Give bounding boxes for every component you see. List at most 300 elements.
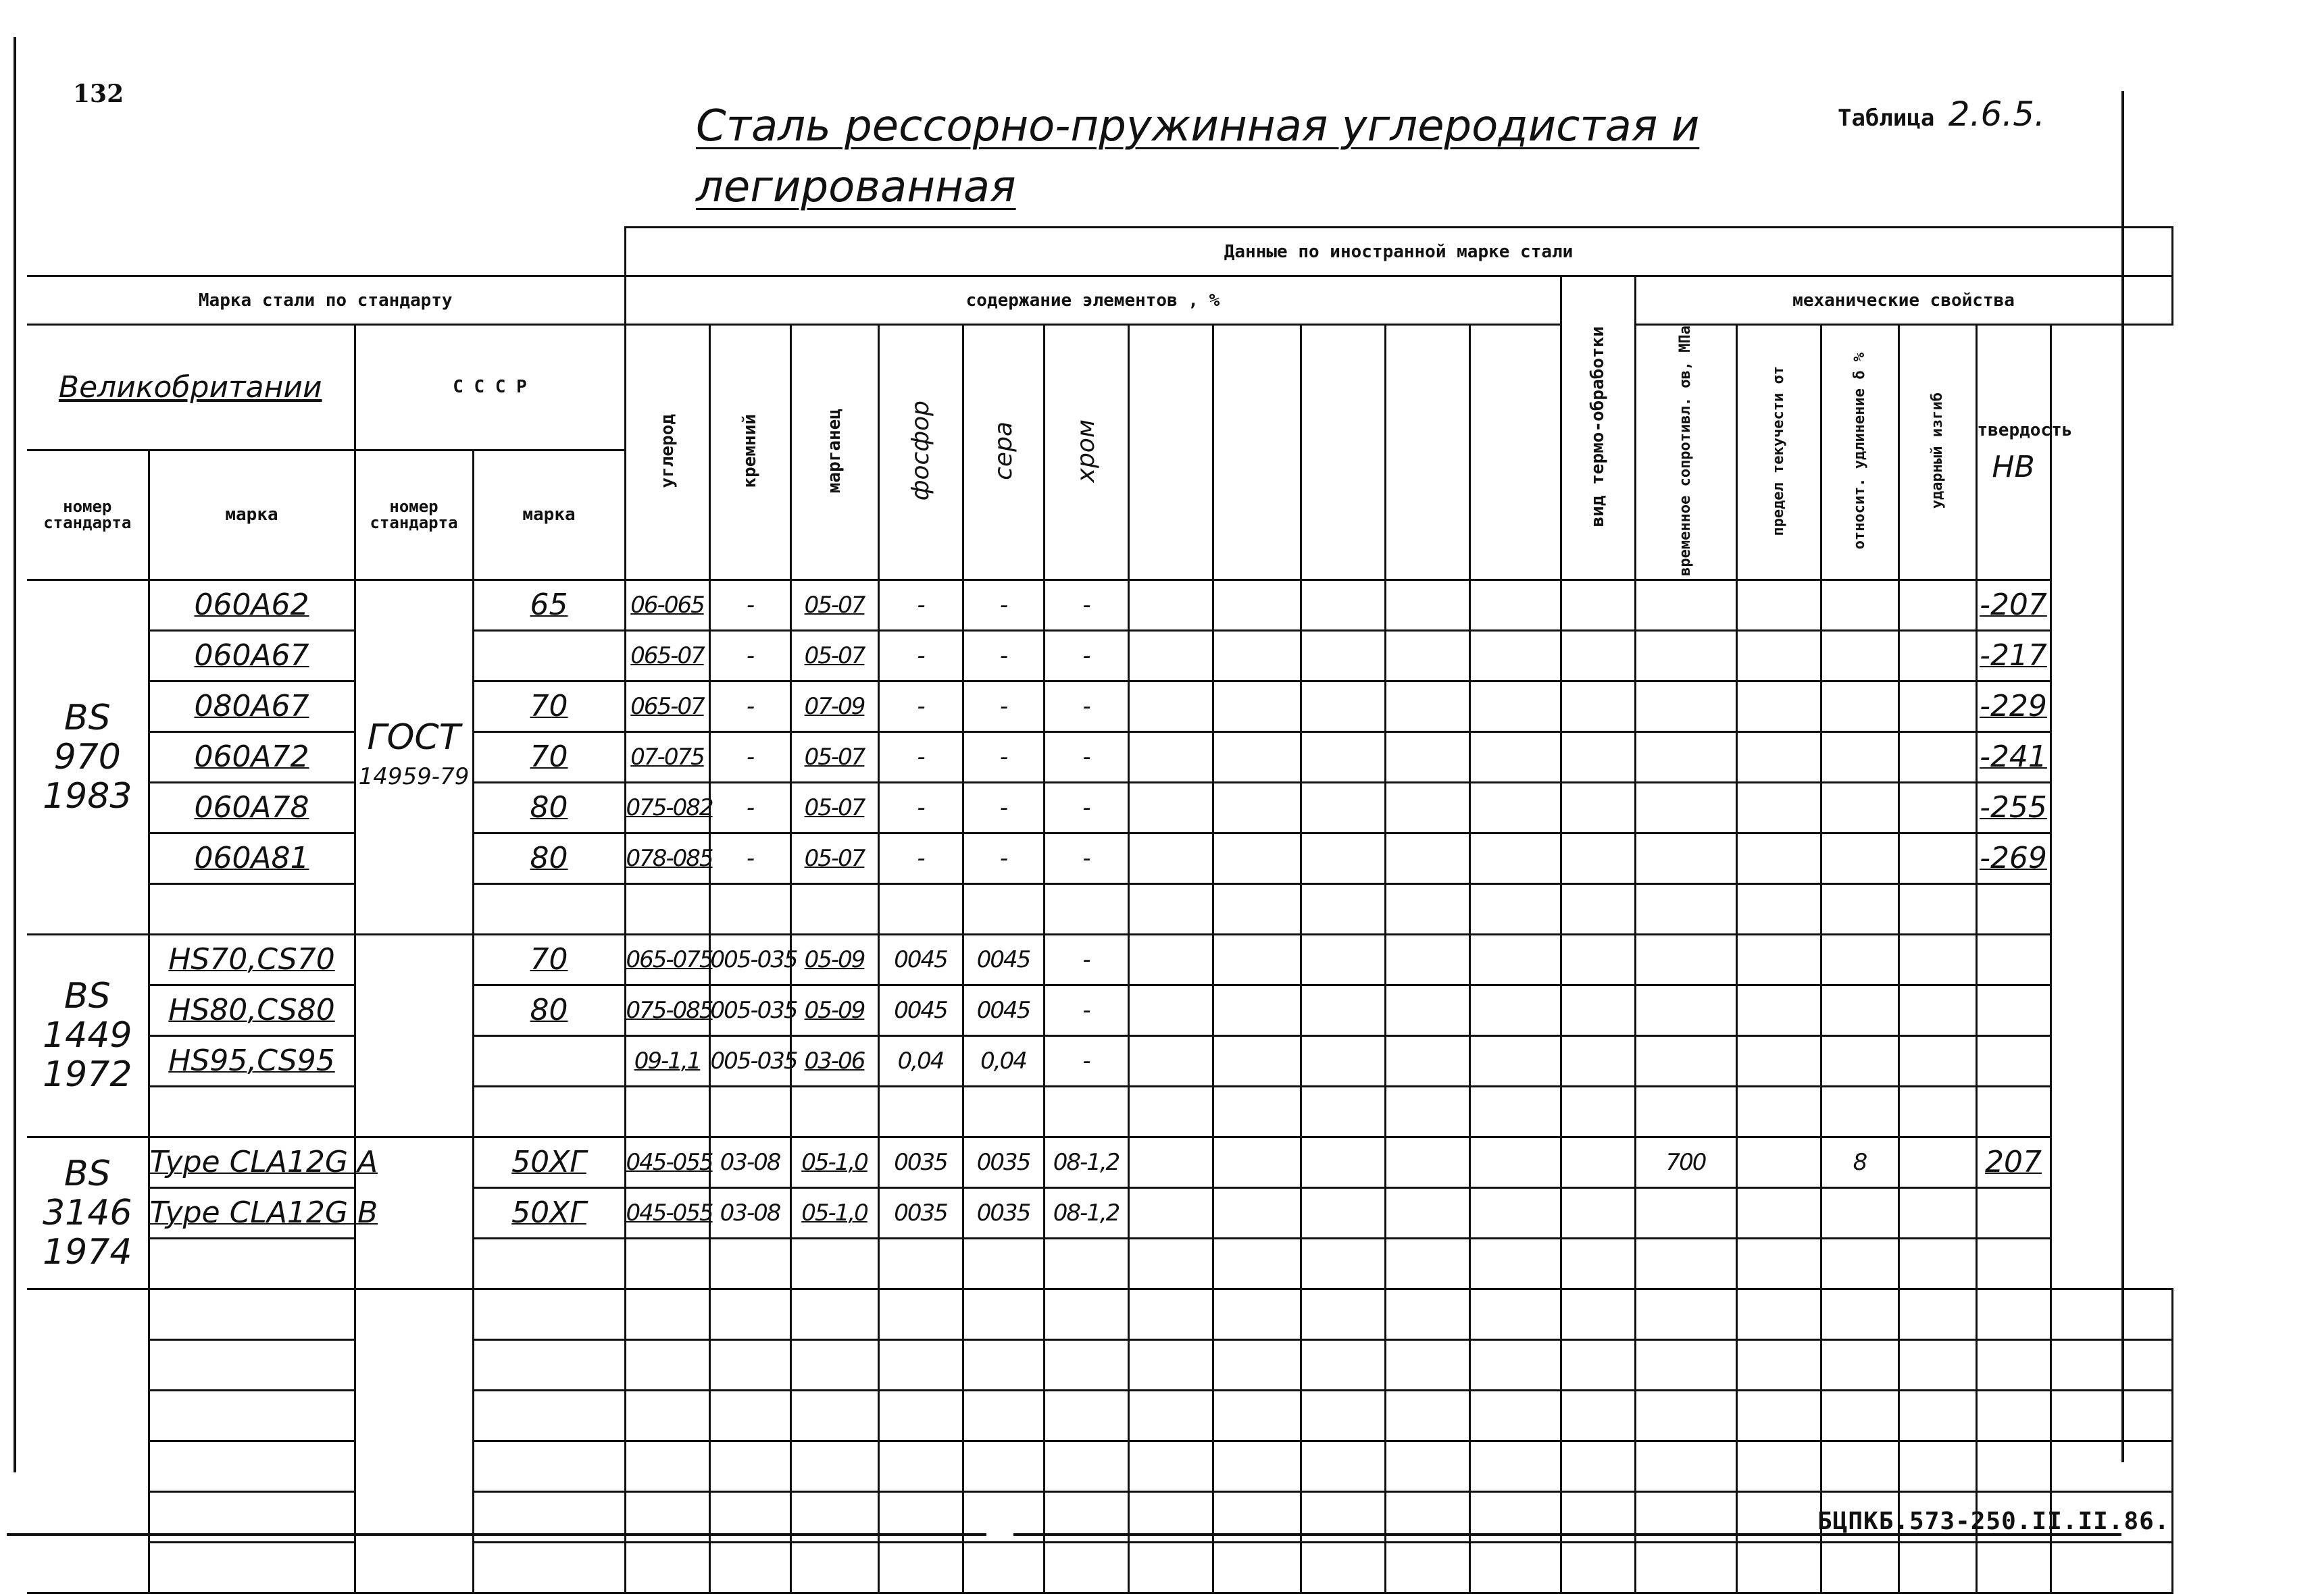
empty-cell [1213,1187,1301,1238]
heat-treatment-cell [1561,985,1635,1035]
empty-cell [1385,1086,1469,1137]
empty-cell [1385,782,1469,833]
empty-cell [1561,1086,1635,1137]
empty-cell [625,1441,709,1491]
carbon-value: 065-075 [625,934,709,985]
empty-cell [1385,1441,1469,1491]
yield-cell [1736,985,1821,1035]
empty-cell [473,1491,625,1542]
empty-cell [1128,630,1213,681]
empty-cell [2051,1390,2172,1441]
table-row [27,580,2172,630]
hardness-value: 207 [1976,1137,2051,1187]
empty-cell [1385,833,1469,883]
standard-line: BS [64,1153,111,1194]
empty-cell [1385,934,1469,985]
empty-cell [790,1390,878,1441]
empty-cell [1469,985,1561,1035]
sulfur-value: 0045 [963,985,1044,1035]
empty-cell [963,1542,1044,1593]
empty-cell [1128,1086,1213,1137]
col-elongation: относит. удлинение δ % [1821,325,1898,580]
empty-cell [709,1339,790,1390]
empty-cell [1976,1441,2051,1491]
tensile-value [1635,580,1736,630]
empty-cell [1469,1035,1561,1086]
manganese-value: 07-09 [790,681,878,731]
ussr-mark: 65 [473,580,625,630]
sulfur-value: - [963,731,1044,782]
empty-cell [1385,985,1469,1035]
empty-cell [963,1390,1044,1441]
empty-cell [1821,1289,1898,1339]
empty-cell [1301,985,1385,1035]
manganese-value: 05-09 [790,934,878,985]
elongation-value [1821,630,1898,681]
empty-cell [1128,782,1213,833]
empty-cell [1561,1339,1635,1390]
empty-cell [1213,1491,1301,1542]
silicon-value: 03-08 [709,1187,790,1238]
table-row [27,731,2172,782]
empty-cell [1301,782,1385,833]
chromium-value: - [1044,1035,1128,1086]
empty-cell [1301,934,1385,985]
phosphorus-value: 0035 [878,1137,963,1187]
empty-cell [473,1086,625,1137]
gost-line: 14959-79 [358,763,470,790]
manganese-value: 05-1,0 [790,1187,878,1238]
empty-cell [1635,1289,1736,1339]
heat-treatment-cell [1561,681,1635,731]
empty-cell [1469,630,1561,681]
gost-number [355,580,473,934]
empty-cell [1301,1137,1385,1187]
manganese-value: 05-1,0 [790,1137,878,1187]
empty-cell [1385,1035,1469,1086]
phosphorus-value: 0045 [878,934,963,985]
empty-cell [1213,1441,1301,1491]
hardness-value: -255 [1976,782,2051,833]
empty-cell [1898,1390,1976,1441]
col-std-number-ussr: номер стандарта [355,450,473,580]
empty-cell [473,1238,625,1289]
standard-mark-header: Марка стали по стандарту [27,276,625,325]
carbon-value: 045-055 [625,1187,709,1238]
empty-cell [1213,782,1301,833]
spacer-row [27,883,2172,934]
empty-cell [1385,731,1469,782]
empty-cell [473,1542,625,1593]
manganese-value: 05-07 [790,580,878,630]
phosphorus-value: - [878,630,963,681]
empty-cell [1385,1289,1469,1339]
empty-cell [1385,1187,1469,1238]
silicon-value: - [709,580,790,630]
hardness-unit: НВ [1992,449,2035,484]
empty-cell [473,1339,625,1390]
empty-cell [1044,1289,1128,1339]
carbon-value: 065-07 [625,630,709,681]
manganese-value: 05-07 [790,630,878,681]
impact-cell [1898,782,1976,833]
yield-cell [1736,1035,1821,1086]
empty-cell [709,1289,790,1339]
empty-cell [1301,1187,1385,1238]
standard-number [27,934,149,1137]
table-row [27,1187,2172,1238]
empty-row [27,1390,2172,1441]
standard-line: 1983 [43,775,132,817]
empty-cell [1301,731,1385,782]
empty-cell [1128,1339,1213,1390]
empty-cell [625,1339,709,1390]
empty-cell [1561,1491,1635,1542]
impact-cell [1898,731,1976,782]
empty-cell [1213,934,1301,985]
tensile-value [1635,630,1736,681]
empty-cell [1044,883,1128,934]
empty-cell [1213,1289,1301,1339]
empty-cell [1128,1187,1213,1238]
empty-cell [1385,580,1469,630]
empty-cell [1301,1289,1385,1339]
heat-treatment-cell [1561,833,1635,883]
sulfur-value: 0035 [963,1187,1044,1238]
chromium-value: - [1044,681,1128,731]
empty-cell [2051,1441,2172,1491]
empty-cell [790,1491,878,1542]
empty-cell [1213,985,1301,1035]
yield-cell [1736,1187,1821,1238]
standard-number [27,580,149,934]
empty-cell [1469,1339,1561,1390]
empty-cell [1469,1441,1561,1491]
empty-cell [625,883,709,934]
empty-cell [473,1390,625,1441]
col-tensile: временное сопротивл. σв, МПа [1635,325,1736,580]
carbon-value: 09-1,1 [625,1035,709,1086]
yield-cell [1736,934,1821,985]
empty-row [27,1542,2172,1593]
sulfur-value: - [963,630,1044,681]
header-row-3 [27,325,2172,451]
empty-cell [1976,883,2051,934]
empty-cell [355,1289,473,1593]
empty-cell [1469,782,1561,833]
empty-cell [1044,1339,1128,1390]
table-body [27,580,2172,1593]
empty-cell [149,1238,355,1289]
empty-cell [149,1289,355,1339]
elongation-value [1821,580,1898,630]
empty-cell [1301,630,1385,681]
empty-cell [1469,1086,1561,1137]
chromium-value: 08-1,2 [1044,1137,1128,1187]
empty-cell [1976,1289,2051,1339]
empty-cell [1821,1086,1898,1137]
empty-cell [709,1542,790,1593]
empty-cell [1128,580,1213,630]
empty-cell [1213,883,1301,934]
phosphorus-value: - [878,833,963,883]
empty-cell [790,1339,878,1390]
table-row [27,833,2172,883]
phosphorus-value: - [878,681,963,731]
empty-cell [878,1491,963,1542]
hardness-value: -229 [1976,681,2051,731]
silicon-value: 03-08 [709,1137,790,1187]
sulfur-value: 0,04 [963,1035,1044,1086]
heat-treatment-header: вид термо-обработки [1561,276,1635,580]
empty-cell [1301,1390,1385,1441]
empty-cell [790,883,878,934]
empty-cell [149,1086,355,1137]
empty-cell [1128,1441,1213,1491]
empty-cell [1561,1390,1635,1441]
chromium-value: - [1044,630,1128,681]
empty-cell [1736,1491,1821,1542]
steel-mark: Type CLA12G A [149,1137,355,1187]
table-label [1838,95,2045,134]
heat-treatment-cell [1561,580,1635,630]
empty-cell [1976,1339,2051,1390]
empty-cell [625,1390,709,1441]
empty-cell [963,1238,1044,1289]
left-border [14,37,16,1472]
empty-cell [473,1441,625,1491]
empty-cell [1898,1441,1976,1491]
silicon-value: - [709,782,790,833]
empty-cell [963,883,1044,934]
empty-cell [709,1441,790,1491]
sulfur-value: - [963,782,1044,833]
elongation-value [1821,1187,1898,1238]
empty-cell [1213,1035,1301,1086]
empty-cell [1469,1542,1561,1593]
standard-line: BS [64,976,111,1017]
chromium-value: 08-1,2 [1044,1187,1128,1238]
heat-treatment-cell [1561,630,1635,681]
elongation-value [1821,681,1898,731]
empty-cell [1385,1491,1469,1542]
table-row [27,681,2172,731]
empty-cell [149,883,355,934]
page-title-continued: легированная [696,162,1016,212]
empty-cell [2051,1339,2172,1390]
elements-header: содержание элементов , % [625,276,1561,325]
empty-cell [1898,883,1976,934]
steel-mark: HS70,CS70 [149,934,355,985]
empty-cell [1213,1339,1301,1390]
tensile-value [1635,833,1736,883]
empty-cell [1385,1238,1469,1289]
heat-treatment-cell [1561,1035,1635,1086]
empty-cell [1635,1542,1736,1593]
empty-cell [1469,1187,1561,1238]
empty-cell [1385,1542,1469,1593]
empty-cell [1128,1542,1213,1593]
empty-cell [1821,883,1898,934]
sulfur-value: 0035 [963,1137,1044,1187]
carbon-value: 078-085 [625,833,709,883]
silicon-value: 005-035 [709,934,790,985]
table-label-number: 2.6.5. [1948,95,2045,134]
heat-treatment-cell [1561,782,1635,833]
elongation-value [1821,731,1898,782]
standard-line: 3146 [43,1192,132,1233]
empty-cell [1561,1238,1635,1289]
col-mark-ussr: марка [473,450,625,580]
empty-cell [1898,1542,1976,1593]
sulfur-value: - [963,681,1044,731]
col-impact: ударный изгиб [1898,325,1976,580]
hardness-value [1976,934,2051,985]
empty-row [27,1441,2172,1491]
heat-treatment-cell [1561,934,1635,985]
spacer-row [27,1238,2172,1289]
standard-line: 1972 [43,1054,132,1096]
empty-cell [1469,1238,1561,1289]
tensile-value [1635,782,1736,833]
empty-cell [1213,1137,1301,1187]
empty-cell [1213,630,1301,681]
manganese-value: 05-09 [790,985,878,1035]
standard-line: 970 [53,736,121,777]
steel-table [27,226,2173,1594]
empty-cell [963,1339,1044,1390]
hardness-value [1976,1035,2051,1086]
empty-cell [1301,833,1385,883]
ussr-mark [473,630,625,681]
empty-cell [1385,1339,1469,1390]
tensile-value [1635,681,1736,731]
empty-cell [1044,1542,1128,1593]
chromium-value: - [1044,580,1128,630]
tensile-value [1635,934,1736,985]
empty-cell [1301,1542,1385,1593]
col-chromium: хром [1044,325,1128,580]
tensile-value [1635,985,1736,1035]
empty-cell [2051,1289,2172,1339]
empty-cell [1301,1035,1385,1086]
phosphorus-value: - [878,782,963,833]
empty-cell [1635,1238,1736,1289]
standard-line: BS [64,697,111,738]
empty-cell [149,1441,355,1491]
chromium-value: - [1044,833,1128,883]
spacer-row [27,1086,2172,1137]
empty-cell [625,1086,709,1137]
chromium-value: - [1044,782,1128,833]
standard-line: 1449 [43,1015,132,1056]
carbon-value: 045-055 [625,1137,709,1187]
empty-cell [1561,1289,1635,1339]
impact-cell [1898,934,1976,985]
chromium-value: - [1044,934,1128,985]
empty-cell [1736,883,1821,934]
sulfur-value: - [963,580,1044,630]
empty-cell [963,1491,1044,1542]
country-uk: Великобритании [27,325,355,451]
tensile-value [1635,1035,1736,1086]
empty-cell [473,1289,625,1339]
elongation-value: 8 [1821,1137,1898,1187]
empty-cell [1469,731,1561,782]
table-row [27,1137,2172,1187]
chromium-value: - [1044,985,1128,1035]
col-phosphorus: фосфор [878,325,963,580]
empty-cell [1821,1339,1898,1390]
gost-line: ГОСТ [367,717,461,758]
empty-cell [1898,1289,1976,1339]
table-row [27,782,2172,833]
impact-cell [1898,630,1976,681]
impact-cell [1898,580,1976,630]
empty-cell [1469,1491,1561,1542]
steel-mark: HS80,CS80 [149,985,355,1035]
empty-cell [1561,1542,1635,1593]
yield-cell [1736,731,1821,782]
hardness-value: -269 [1976,833,2051,883]
empty-cell [878,1086,963,1137]
empty-cell [1213,731,1301,782]
standard-line: 1974 [43,1231,132,1272]
steel-mark: Type CLA12G B [149,1187,355,1238]
empty-cell [709,883,790,934]
empty-cell [1821,1238,1898,1289]
empty-cell [709,1491,790,1542]
yield-cell [1736,630,1821,681]
empty-cell [1385,1137,1469,1187]
ussr-mark: 70 [473,731,625,782]
empty-cell [878,1238,963,1289]
impact-cell [1898,833,1976,883]
yield-cell [1736,833,1821,883]
empty-cell [790,1238,878,1289]
yield-cell [1736,782,1821,833]
empty-cell [625,1289,709,1339]
hardness-value [1976,985,2051,1035]
empty-cell [1821,1390,1898,1441]
empty-cell [149,1339,355,1390]
empty-cell [1736,1339,1821,1390]
carbon-value: 075-085 [625,985,709,1035]
empty-cell [1213,681,1301,731]
empty-cell [1976,1542,2051,1593]
empty-cell [1213,1086,1301,1137]
table-row [27,630,2172,681]
empty-cell [2051,1542,2172,1593]
empty-cell [1128,1137,1213,1187]
empty-cell [1561,1441,1635,1491]
empty-cell [1635,1339,1736,1390]
empty-cell [1213,1542,1301,1593]
empty-cell [1976,1238,2051,1289]
tensile-value [1635,731,1736,782]
silicon-value: 005-035 [709,1035,790,1086]
manganese-value: 05-07 [790,782,878,833]
empty-cell [1301,1441,1385,1491]
empty-cell [1469,1289,1561,1339]
empty-cell [1128,1390,1213,1441]
heat-treatment-cell [1561,731,1635,782]
heat-treatment-cell [1561,1137,1635,1187]
empty-cell [1128,681,1213,731]
empty-cell [1128,1238,1213,1289]
elongation-value [1821,1035,1898,1086]
elongation-value [1821,833,1898,883]
